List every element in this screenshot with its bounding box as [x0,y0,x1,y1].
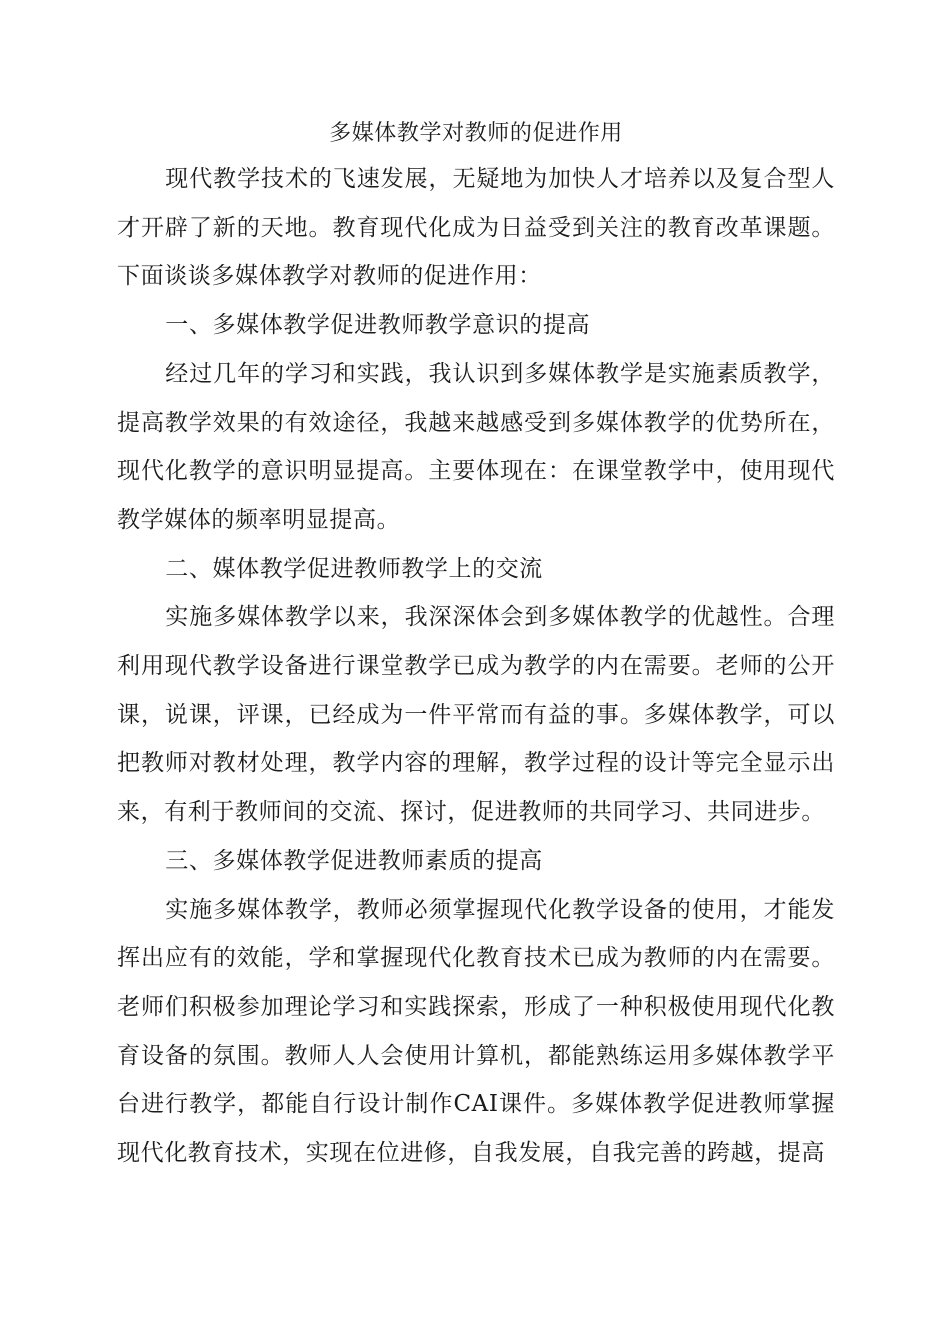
section-heading-2: 二、媒体教学促进教师教学上的交流 [165,555,543,582]
document-page [117,113,835,1178]
intro-paragraph: 现代教学技术的飞速发展，无疑地为加快人才培养以及复合型人才开辟了新的天地。教育现代化成为日益受到关注的教育改革课题。下面谈谈多媒体教学对教师的促进作用： [117,166,835,290]
section-3-paragraph: 实施多媒体教学，教师必须掌握现代化教学设备的使用，才能发挥出应有的效能，学和掌握现代化教育技术已成为教师的内在需要。老师们积极参加理论学习和实践探索，形成了一种积极使用现代化教育设备的氛围。教师人人会使用计算机，都能熟练运用多媒体教学平台进行教学，都能自行设计制作CAI课件。多媒体教学促进教师掌握现代化教育技术，实现在位进修，自我发展，自我完善的跨越，提高 [117,896,835,1167]
section-heading-1: 一、多媒体教学促进教师教学意识的提高 [165,312,591,339]
section-2-paragraph: 实施多媒体教学以来，我深深体会到多媒体教学的优越性。合理利用现代教学设备进行课堂教学已成为教学的内在需要。老师的公开课，说课，评课，已经成为一件平常而有益的事。多媒体教学，可以把教师对教材处理，教学内容的理解，教学过程的设计等完全显示出来，有利于教师间的交流、探讨，促进教师的共同学习、共同进步。 [117,604,835,826]
document-title: 多媒体教学对教师的促进作用 [329,121,623,146]
section-1-paragraph: 经过几年的学习和实践，我认识到多媒体教学是实施素质教学，提高教学效果的有效途径，我越来越感受到多媒体教学的优势所在，现代化教学的意识明显提高。主要体现在：在课堂教学中，使用现代教学媒体的频率明显提高。 [117,360,835,533]
section-heading-3: 三、多媒体教学促进教师素质的提高 [165,847,543,874]
